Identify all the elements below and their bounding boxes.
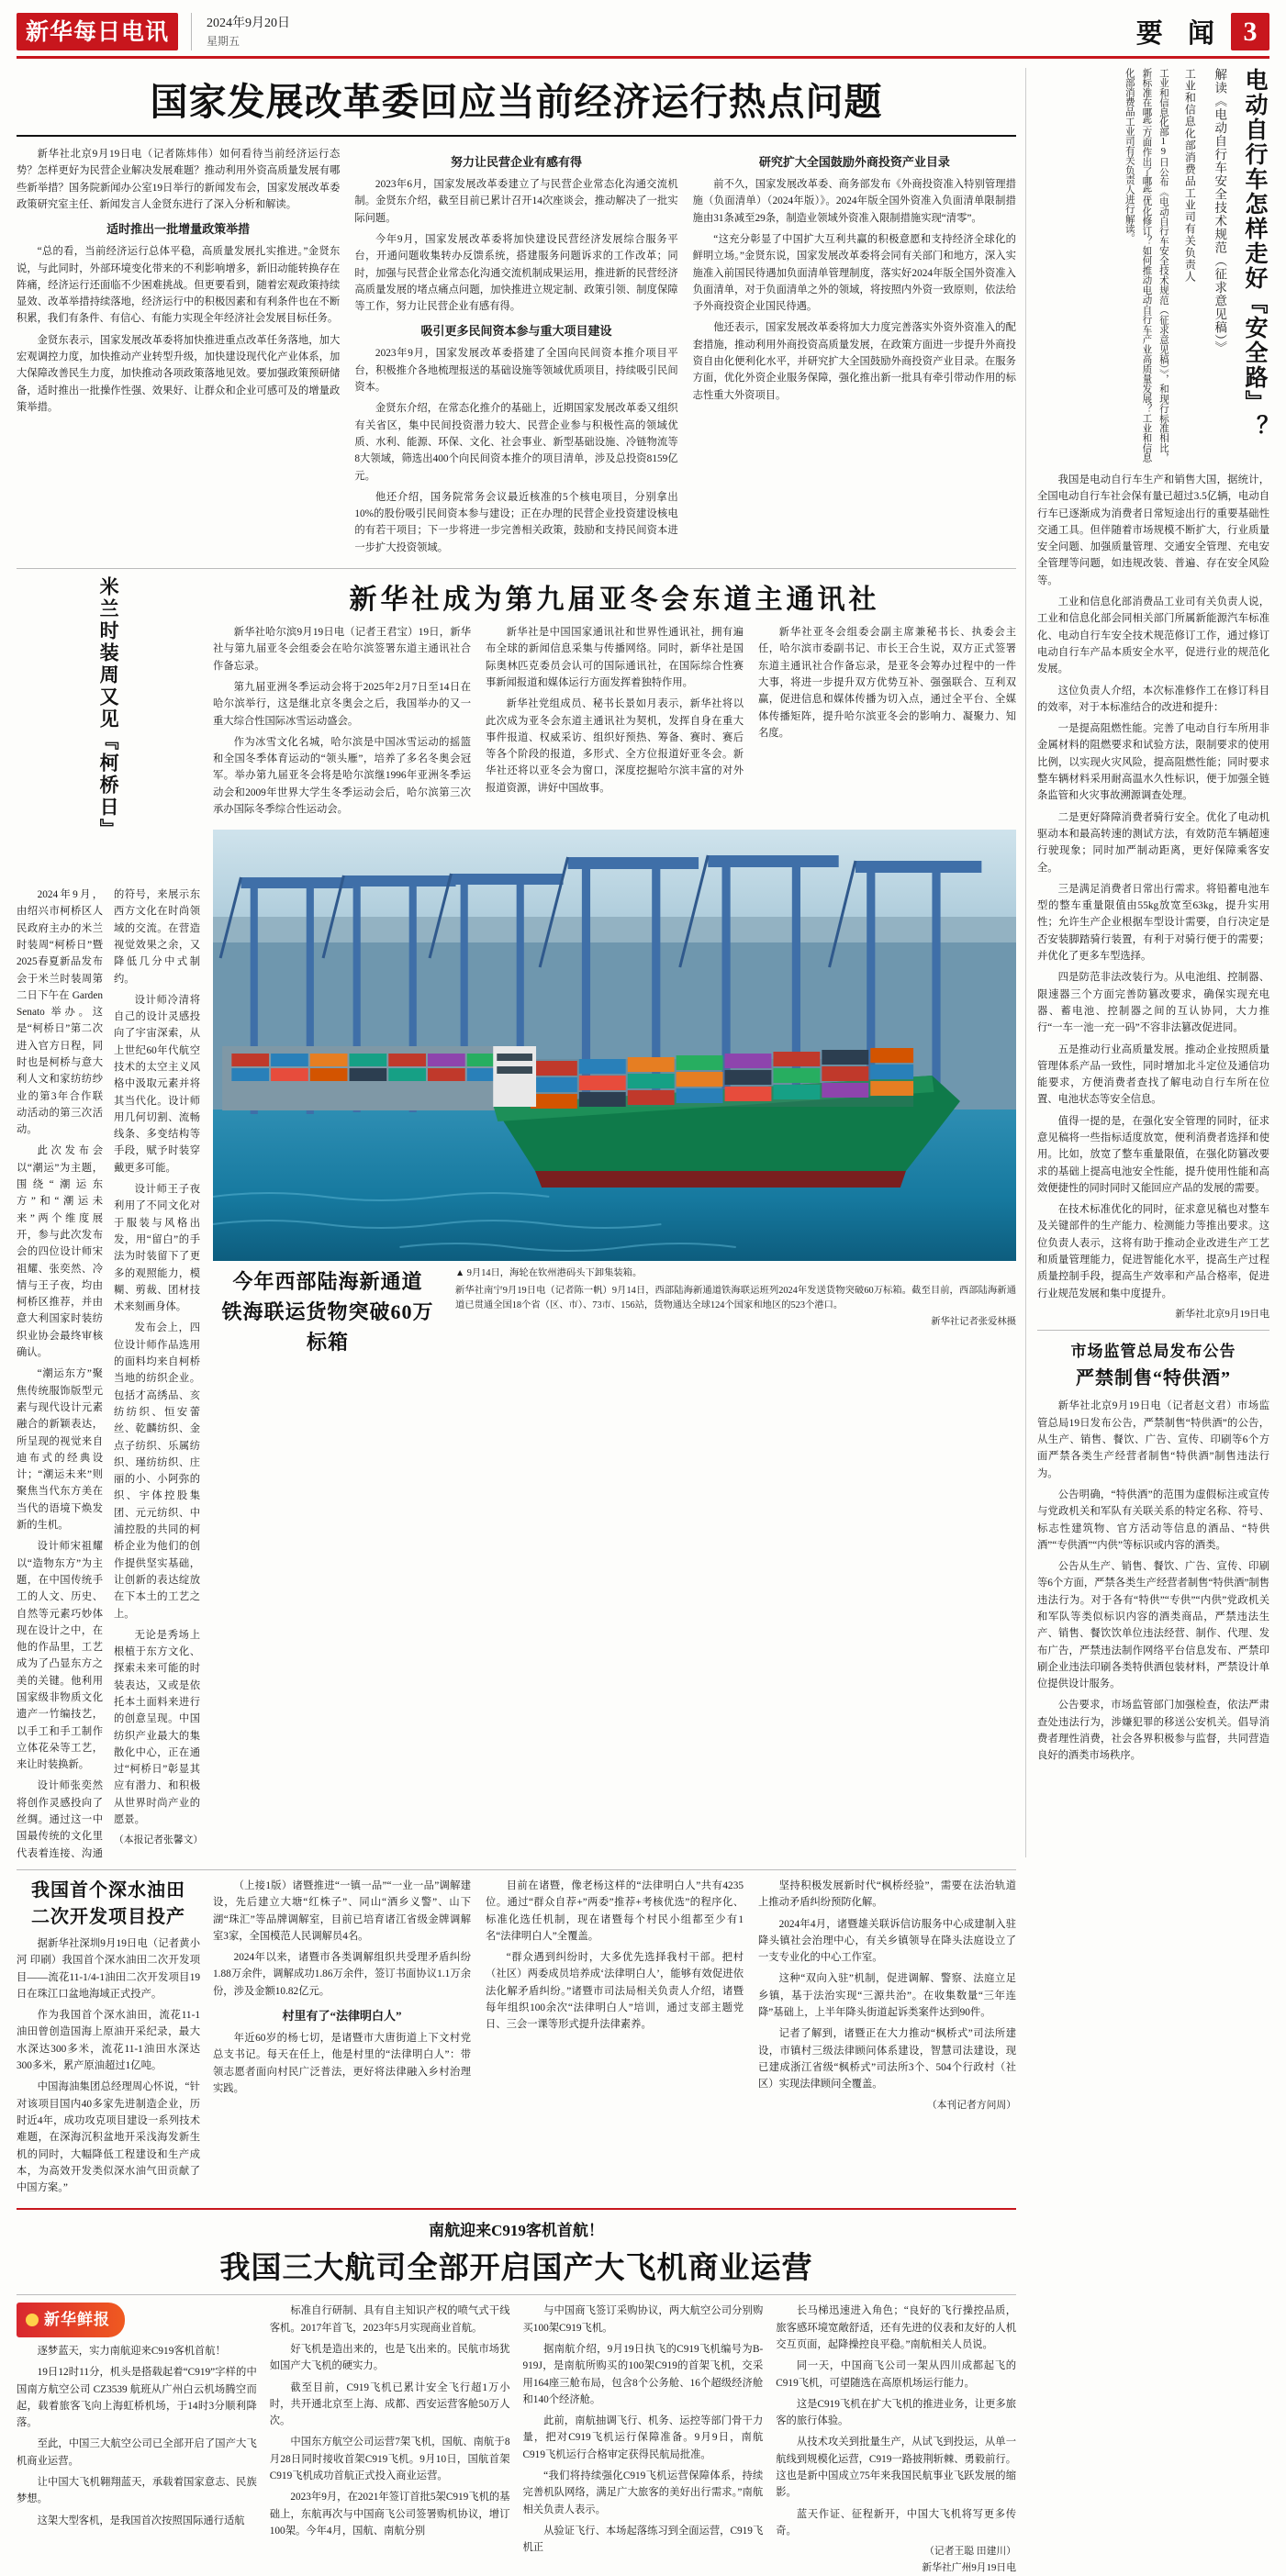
photo-title-line1: 今年西部陆海新通道 [232, 1270, 423, 1294]
photo-credit: 新华社记者张爱林摄 [931, 1317, 1016, 1328]
supervision-headline-2: 严禁制售“特供酒” [1076, 1368, 1231, 1389]
date-block [191, 13, 290, 50]
lead-subhead-4: 研究扩大全国鼓励外商投资产业目录 [758, 155, 950, 169]
masthead [17, 13, 1269, 59]
asiad-col-3: 新华社亚冬会组委会副主席兼秘书长、执委会主任，哈尔滨市委副书记、市长王合生说，双方正式签署东道主通讯社合作备忘录，是亚冬会筹办过程中的一件大事，将进一步提升双方优势互补、强强联合、互利双赢，促进信息和媒体传播为切入点，通过全平台、全媒体传播矩阵，提升哈尔滨亚冬会的影响力、凝聚力、知名度。 [758, 627, 1016, 739]
c919-headline: 我国三大航司全部开启国产大飞机商业运营 [219, 2249, 813, 2286]
xinhua-badge-wrap [17, 2303, 257, 2337]
photo-caption-right: ▲ 9月14日，海轮在钦州港码头下卸集装箱。 [455, 1268, 643, 1279]
lead-subhead-2: 努力让民营企业有感有得 [450, 155, 582, 169]
xinhua-fresh-badge [17, 2303, 125, 2337]
port-photo-illustration [213, 830, 1016, 1261]
photo-caption-block [455, 1266, 1016, 1357]
village-col-2: 目前在诸暨，像老杨这样的“法律明白人”共有4235位。通过“群众自荐+”两委”推荐+考核优选”的程序化、标准化选任机制，现在诸暨每个村民小组都至少有1名“法律明白人”全覆盖。 “群众遇到纠纷时，大多优先选择我村干部。把村（社区）两委成员培养成‘法律明白人’，能够有效促进依法化解矛盾纠纷。”诸暨市司法局相关负责人介绍，诸暨每年组织100余次“法律明白人”培训，通过支部主题党日、三会一课等形式提升法律素养。 [486, 1879, 744, 2031]
divider-red [17, 2208, 1016, 2210]
photo-caption-band [213, 1266, 1016, 1357]
ebike-body: 我国是电动自行车生产和销售大国，据统计，全国电动自行车社会保有量已超过3.5亿辆，电动自行车已逐渐成为消费者日常短途出行的重要基础性交通工具。但伴随着市场规模不断扩大，行业质量安全问题、加强质量管理、交通安全管理、充电安全管理等问题，如违规改装、普遍、存在安全风险等。 工业和信息化部消费品工业司有关负责人说，工业和信息化部会同相关部门所属新能源汽车标准化、电动自行车安全技术规范修订工作，通过修订电动自行车产品本质安全水平，促进行业的规范化发展。 这位负责人介绍，本次标准修作工在修订科目的效率，对于本标准结合的改进和提升： 一是提高阻燃性能。完善了电动自行车所用非金属材料的阻燃要求和试验方法，限制要求的使用比例，以实现火灾风险，提高阻燃性能；同时要求整车辆材料采用耐高温水久性标识，便于加强全链条监管和火灾事故溯源调查处理。 二是更好降障消费者骑行安全。优化了电动机驱动本和最高转速的测试方法，有效防范车辆超速行驶现象；同时加严制动距离，更好保障乘客安全。 三是满足消费者日常出行需求。将铅蓄电池车型的整车重量限值由55kg放宽至63kg，提升实用性；允许生产企业根据车型设计需要，自行决定是否安装脚踏骑行装置，有利于对骑行便于的需要；并优化了更多车型选择。 四是防范非法改装行为。从电池组、控制器、限速器三个方面完善防篡改要求，确保实现充电器、蓄电池、控制器之间的互认协同，大力推行“一车一池一充一码”不容非法篡改促进同。 五是推动行业高质量发展。推动企业按照质量管理体系产品一致性，同时增加北斗定位及通信功能要求，方便消费者查找了解电动自行车所在位置、电池状态等安全信息。 值得一提的是，在强化安全管理的同时，征求意见稿将一些指标适度放宽，便利消费者选择和使用。比如，放宽了整车重量限值，在强化防篡改要求的基础上提高电池安全性能，提升使用性能和高效便捷性的同时同时又能回应产品的发展的需要。 在技术标准优化的同时，征求意见稿也对整车及关键部件的生产能力、检测能力等推出要求。这位负责人表示，这将有助于推动企业改进生产工艺和质量管理能力，促进智能化水平，提高生产过程质量控制手段，提高生产效率和产品合格率，促进行业规范发展和集中度提升。 新华社北京9月19日电 [1037, 472, 1269, 1322]
oil-body: 据新华社深圳9月19日电（记者黄小河 印刷）我国首个深水油田二次开发项目——流花11-1/4-1油田二次开发项目19日在珠江口盆地海域正式投产。 作为我国首个深水油田，流花11-1油田曾创造国海上原油开采纪录，最大水深达300多米，流花11-1油田水深达300多米，累产原油超过1亿吨。 中国海油集团总经理周心怀说，“针对该项目国内40多家先进制造企业，历时近4年，成功攻克项目建设一系列技术难题，在深海沉积盆地开采浅海发新生机的同时，大幅降低工程建设和生产成本，为高效开发类似深水油气田贡献了中国方案。” [17, 1937, 200, 2194]
ebike-source: 工业和信息化部消费品工业司有关负责人 [1183, 68, 1197, 283]
divider [1037, 1330, 1269, 1331]
photo-title-line2: 铁海联运货物突破60万标箱 [221, 1300, 434, 1355]
milan-article [17, 576, 204, 1862]
page-number: 3 [1231, 13, 1269, 50]
c919-col-3: 与中国商飞签订采购协议，两大航空公司分别购买100架C919飞机。 据南航介绍，9月19日执飞的C919飞机编号为B-919J，是南航所购买的100架C919的首架飞机，交采用164座三舱布局，包含8个公务舱、16个超级经济舱和140个经济舱。 此前，南航抽调飞行、机务、运控等部门骨干力量，把对C919飞机运行保障准备。9月9日，南航C919飞机运行合格审定获得民航局批准。 “我们将持续强化C919飞机运营保障体系，持续完善机队网络，满足广大旅客的美好出行需求。”南航相关负责人表示。 从验证飞行、本场起落练习到全面运营，C919飞机正 [522, 2305, 764, 2554]
milan-signature: （本报记者张馨文） [114, 1834, 204, 1846]
divider [17, 135, 1016, 137]
photo-title-block [213, 1266, 442, 1357]
village-signature: （本刊记者方问周） [926, 2099, 1016, 2111]
divider [17, 568, 1016, 569]
oil-headline-1: 我国首个深水油田 [31, 1879, 185, 1901]
c919-article [17, 2217, 1016, 2576]
star-icon [26, 2314, 39, 2326]
c919-kicker: 南航迎来C919客机首航！ [429, 2222, 604, 2240]
ebike-article [1037, 68, 1269, 463]
lead-subhead-3: 吸引更多民间资本参与重大项目建设 [420, 324, 612, 339]
xinhua-badge-label: 新华鲜报 [44, 2311, 110, 2329]
oil-article [17, 1878, 200, 2201]
weekday-text: 星期五 [207, 35, 240, 48]
masthead-spacer [290, 13, 1136, 50]
page-body [17, 68, 1269, 2573]
asiad-body [213, 624, 1016, 822]
lead-headline: 国家发展改革委回应当前经济运行热点问题 [150, 80, 883, 124]
divider [17, 1869, 1016, 1870]
ebike-signature: 新华社北京9月19日电 [1175, 1308, 1269, 1320]
milan-headline: 米兰时装周又见『柯桥日』 [97, 576, 120, 842]
c919-signature-1: （记者王聪 田建川） [924, 2546, 1016, 2558]
supervision-headline-1: 市场监管总局发布公告 [1070, 1343, 1236, 1361]
c919-col-1: 新华鲜报 逐梦蓝天，实力南航迎来C919客机首航！ 19日12时11分，机头是搭载起着“C919”字样的中国南方航空公司 CZ3539 航班从广州白云机场腾空而起，载着旅客飞向上海虹桥机场，于14时3分顺利降落。 至此，中国三大航空公司已全部开启了国产大飞机商业运营。 让中国大飞机翱翔蓝天，承载着国家意志、民族梦想。 这架大型客机，是我国首次按照国际通行适航 [17, 2303, 257, 2576]
ebike-subtitle: 解读《电动自行车安全技术规范（征求意见稿）》 [1213, 68, 1227, 355]
ebike-lead: 工业和信息化部19日公布《电动自行车安全技术规范（征求意见稿）》，和现行标准相比，新标准在哪些方面作出了哪些优化修订？如何推动电动自行车产业高质量发展？工业和信息化部消费品工业司有关负责人进行解读。 [1124, 68, 1169, 463]
supervision-body: 新华社北京9月19日电（记者赵文君）市场监管总局19日发布公告，严禁制售“特供酒”的公告，从生产、销售、餐饮、广告、宣传、印刷等6个方面严禁各类生产经营者制售“特供酒”制售违法行为。 公告明确，“特供酒”的范围为虚假标注或宣传与党政机关和军队有关联关系的特定名称、符号、标志性建筑物、官方活动等信息的酒品、“特供酒”“专供酒”“内供”等标识或内容的酒类。 公告从生产、销售、餐饮、广告、宣传、印刷等6个方面，严禁各类生产经营者制售“特供酒”制售违法行为。对于各有“特供”“专供”“内供”党政机关和军队等类似标识内容的酒类商品，严禁违法生产、销售、餐饮饮单位违法经营、制作、代理、发布广告，严禁违法制作网络平台信息发布、严禁印刷企业违法印刷各类特供酒包装材料，严禁设计单位提供设计服务。 公告要求，市场监管部门加强检查，依法严肃查处违法行为，涉嫌犯罪的移送公安机关。倡导消费者理性消费，社会各界积极参与监督，共同营造良好的酒类市场秩序。 [1037, 1400, 1269, 1762]
port-photo-figure [213, 830, 1016, 1261]
village-col-1: （上接1版）诸暨推进“一镇一品”“一业一品”调解建设，先后建立大塘“红株子”、同山“酒乡义警”、山下湖“珠汇”等品牌调解室，目前已培育诸江省级金牌调解室3家，全国模范人民调解员4名。 2024年以来，诸暨市各类调解组织共受理矛盾纠纷1.88万余件，调解成功1.86万余件，签订书面协议1.1万余份，涉及金额10.82亿元。 村里有了“法律明白人” 年近60岁的杨七切，是诸暨市大唐街道上下文村党总支书记。每天在任上，他是村里的“法律明白人”：带领志愿者面向村民广泛普法，更好将法律融入乡村治理实践。 [213, 1879, 471, 2094]
asiad-col-1: 新华社哈尔滨9月19日电（记者王君宝）19日，新华社与第九届亚冬会组委会在哈尔滨签署东道主通讯社合作备忘录。 第九届亚洲冬季运动会将于2025年2月7日至14日在哈尔滨举行，这是继北京冬奥会之后，我国举办的又一重大综合性国际冰雪运动盛会。 作为冰雪文化名城，哈尔滨是中国冰雪运动的摇篮和全国冬季体育运动的“领头雁”，培养了多名冬奥会冠军。举办第九届亚冬会将是哈尔滨继1996年亚洲冬季运动会和2009年世界大学生冬季运动会后，哈尔滨第三次承办国际冬季综合性运动会。 [213, 627, 471, 815]
village-col-3: 坚持积极发展新时代“枫桥经验”，需要在法治轨道上推动矛盾纠纷预防化解。 2024年4月，诸暨雄关联诉信访服务中心成建制入驻降头镇社会治理中心，有关乡镇领导在降头法庭设立了一支专业化的中心工作室。 这种“双向入驻”机制，促进调解、警察、法庭立足乡镇，基于法治实现“三源共治”。在收集数量“三年连降”基础上，上半年降头街道起诉类案件达到90件。 记者了解到，诸暨正在大力推动“枫桥式”司法所建设，市镇村三级法律顾问体系建设，智慧司法建设，现已建成浙江省级“枫桥式”司法所3个、504个行政村（社区）实现法律顾问全覆盖。 （本刊记者方问周） [758, 1878, 1016, 2113]
lead-col-2: 努力让民营企业有感有得 2023年6月，国家发展改革委建立了与民营企业常态化沟通交流机制。金贤东介绍，截至目前已累计召开14次座谈会，推动解决了一批实际问题。 今年9月，国家发展改革委将加快建设民营经济发展综合服务平台，开通问题收集转办反馈系统，搭建服务问题诉求的工作改革；同时，加强与民营企业常态化沟通交流机制成果运用，推进新的民营经济高质量发展的堵点痛点问题，加快推进立规定制、政策引领、制度保障等工作，努力让民营企业有感有得。 吸引更多民间资本参与重大项目建设 2023年9月，国家发展改革委搭建了全国向民间资本推介项目平台，积极推介各地梳理报送的基础设施等领域优质项目，持续吸引民间资本。 金贤东介绍，在常态化推介的基础上，近期国家发展改革委又组织有关省区，集中民间投资潜力较大、民营企业参与积极性高的领域优质、水利、能源、环保、文化、社会事业、新型基础设施、冷链物流等8大领域，筛选出400个向民间资本推介的项目清单，涉及总投资8159亿元。 他还介绍，国务院常务会议最近核准的5个核电项目，分别拿出10%的股份吸引民间资本参与建设；正在办理的民营企业投资建设核电的有若干项目；下一步将进一步完善相关政策，鼓励和支持民间资本进一步扩大投资领域。 [354, 146, 677, 561]
photo-caption-body: 新华社南宁9月19日电（记者陈一帆）9月14日，西部陆海新通道铁海联运班列2024年发送货物突破60万标箱。截至目前，西部陆海新通道已贯通全国18个省（区、市）、73市、156站，货物通达全球124个国家和地区的523个港口。 [455, 1286, 1016, 1311]
village-article [213, 1878, 1016, 2201]
asiad-headline: 新华社成为第九届亚冬会东道主通讯社 [349, 584, 880, 617]
asiad-col-2: 新华社是中国国家通讯社和世界性通讯社，拥有遍布全球的新闻信息采集与传播网络。同时，新华社是国际奥林匹克委员会认可的国际通讯社，在国际综合性赛事新闻报道和媒体运行方面发挥着独特作用。 新华社党组成员、秘书长景如月表示，新华社将以此次成为亚冬会东道主通讯社为契机，发挥自身在重大事件报道、权威采访、组织好预热、筹备、赛时、赛后等各个阶段的报道，多形式、全方位报道好亚冬会。新华社还将以亚冬会为窗口，深度挖掘哈尔滨丰富的对外报道资源，讲好中国故事。 [486, 627, 744, 794]
c919-col-4: 长马梯迅速进入角色；“良好的飞行操控品质，旅客感环境宽敞舒适，还有先进的仪表和友好的人机交互页面，起降操控良平稳。”南航相关人员说。 同一天，中国商飞公司一架从四川成都起飞的C919飞机，可望随选在高原机场运行能力。 这是C919飞机在扩大飞机的推进业务，让更多旅客的旅行体验。 从技术攻关到批量生产，从试飞到投运，从单一航线到规模化运营，C919一路披荆斩棘、勇毅前行。这也是新中国成立75年来我国民航事业飞跃发展的缩影。 蓝天作证、征程新开，中国大飞机将写更多传奇。 （记者王聪 田建川） 新华社广州9月19日电 [776, 2303, 1016, 2576]
section-title: 要 闻 [1135, 19, 1224, 49]
lead-col-3: 研究扩大全国鼓励外商投资产业目录 前不久，国家发展改革委、商务部发布《外商投资准入特别管理措施（负面清单）（2024年版）》。2024年版全国外资准入负面清单限制措施由31条减至29条，制造业领域外资准入限制措施实现“清零”。 “这充分彰显了中国扩大互利共赢的积极意愿和支持经济全球化的鲜明立场。”金贤东说，国家发展改革委将会同有关部门和地方，深入实施准入前国民待遇加负面清单管理制度，落实好2024年版全国外资准入负面清单，对于负面清单之外的领域，将按照内外资一致原则，依法给予外商投资企业国民待遇。 他还表示，国家发展改革委将加大力度完善落实外资外资准入的配套措施，推动利用外商投资高质量发展，在政策方面进一步提升外商投资自由化便利化水平，并研究扩大全国鼓励外商投资产业目录。在服务方面，优化外资企业服务保障，强化推出新一批具有牵引带动作用的标志性重大外资项目。 [693, 146, 1016, 561]
lead-subhead-1: 适时推出一批增量政策举措 [106, 222, 251, 237]
publication-logo: 新华每日电讯 [17, 13, 178, 50]
middle-band [17, 576, 1016, 1862]
right-rail [1026, 68, 1269, 1857]
oil-headline-2: 二次开发项目投产 [31, 1906, 185, 1927]
milan-headline-wrap [17, 576, 200, 887]
c919-signature-2: 新华社广州9月19日电 [922, 2561, 1016, 2573]
c919-body [17, 2303, 1016, 2576]
asiad-and-photo [213, 576, 1016, 1862]
lower-band [17, 1878, 1016, 2201]
divider [17, 2294, 1016, 2295]
ebike-headline: 电动自行车怎样走好『安全路』？ [1242, 68, 1267, 440]
village-subhead: 村里有了“法律明白人” [282, 2009, 402, 2024]
date-text: 2024年9月20日 [207, 17, 291, 30]
lead-col-1: 新华社北京9月19日电（记者陈炜伟）如何看待当前经济运行态势？怎样更好为民营企业解决发展难题？推动利用外资高质量发展有哪些新举措？国务院新闻办公室19日举行的新闻发布会，国家发展改革委政策研究室主任、新闻发言人金贤东进行了深入分析和解读。 适时推出一批增量政策举措 “总的看，当前经济运行总体平稳，高质量发展扎实推进。”金贤东说，与此同时，外部环境变化带来的不利影响增多，新旧动能转换存在阵痛，经济运行还面临不少困难挑战。但更要看到，随着宏观政策持续显效、改革举措持续落地，经济运行中的积极因素和有利条件也在不断积累，我们有条件、有信心、有能力实现全年经济社会发展目标任务。 金贤东表示，国家发展改革委将加快推进重点改革任务落地，加大宏观调控力度，加快推动产业转型升级，加快建设现代化产业体系，加大保障改善民生力度，加快推动各项政策落地见效。要加强政策预研储备，适时推出一批操作性强、效果好、让群众和企业可感可及的增量政策举措。 [17, 149, 341, 413]
supervision-article [1037, 1338, 1269, 1764]
c919-col-2: 标准自行研制、具有自主知识产权的喷气式干线客机。2017年首飞，2023年5月实现商业首航。 好飞机是造出来的，也是飞出来的。民航市场犹如国产大飞机的硬实力。 截至目前，C919飞机已累计安全飞行超1万小时，共开通北京至上海、成都、西安运营客舱50万人次。 中国东方航空公司运营7架飞机，国航、南航于8月28日同时接收首架C919飞机。9月10日，国航首架C919飞机成功首航正式投入商业运营。 2023年9月，在2021年签订首批5架C919飞机的基础上，东航再次与中国商飞公司签署购机协议，增订100架。今年4月，国航、南航分别 [269, 2305, 510, 2537]
main-column [17, 68, 1026, 2573]
village-body [213, 1878, 1016, 2113]
lead-article [17, 146, 1016, 561]
port-photo [213, 830, 1016, 1261]
milan-body: 2024年9月，由绍兴市柯桥区人民政府主办的米兰时装周“柯桥日”暨2025春夏新品发布会于米兰时装周第二日下午在 Garden Senato 举办。这是“柯桥日”第二次进入官方日程，同时也是柯桥与意大利人文和家纺纺纱业的第3年合作联动活动的第三次活动。 此次发布会以“潮运”为主题，围绕“潮运东方”和“潮运未来”两个维度展开，参与此次发布会的四位设计师宋祖耀、张奕然、冷情与王子夜，均由柯桥区推荐，并由意大利国家时装纺织业协会最终审核确认。 “潮运东方”聚焦传统服饰版型元素与现代设计元素融合的新颖表达，所呈现的视觉来自迪布式的经典设计；“潮运未来”则聚焦当代东方美在当代的语境下焕发新的生机。 设计师宋祖耀以“造物东方”为主题，在中国传统手工的人文、历史、自然等元素巧妙体现在设计之中，在他的作品里，工艺成为了凸显东方之美的关键。他利用国家级非物质文化遗产一竹编技艺，以手工和手工制作立体花朵等工艺，来让时装换新。 设计师张奕然将创作灵感投向了丝绸。通过这一中国最传统的文化里代表着连接、沟通的符号，来展示东西方文化在时尚领域的交流。在营造视觉效果之余，又降低几分中式制约。 设计师冷清将自己的设计灵感投向了宇宙深索，从上世纪60年代航空技术的太空主义风格中汲取元素并将其当代化。设计师用几何切割、流畅线条、多变结构等手段，赋予时装穿戴更多可能。 设计师王子夜利用了不同文化对于服装与风格出发，用“留白”的手法为时装留下了更多的观照能力，模糊、剪裁、团材技术来刻画身体。 发布会上，四位设计师作品选用的面料均来自柯桥当地的纺织企业。包括才高绣品、亥纺纺织、恒安蕾丝、乾麟纺织、金点子纺织、乐属纺织、瑾纺纺织、庄丽的小、小阿弥的织、宇体控股集团、元元纺织、中浦控股的共同的柯桥企业为他们的创作提供坚实基础，让创新的表达绽放在下本土的工艺之上。 无论是秀场上根植于东方文化、探索未来可能的时装表达，又或是依托本土面料来进行的创意呈现。中国纺织产业最大的集散化中心，正在通过“柯桥日”彰显其应有潜力、和积极从世界时尚产业的愿景。 （本报记者张馨文） [17, 889, 204, 1859]
